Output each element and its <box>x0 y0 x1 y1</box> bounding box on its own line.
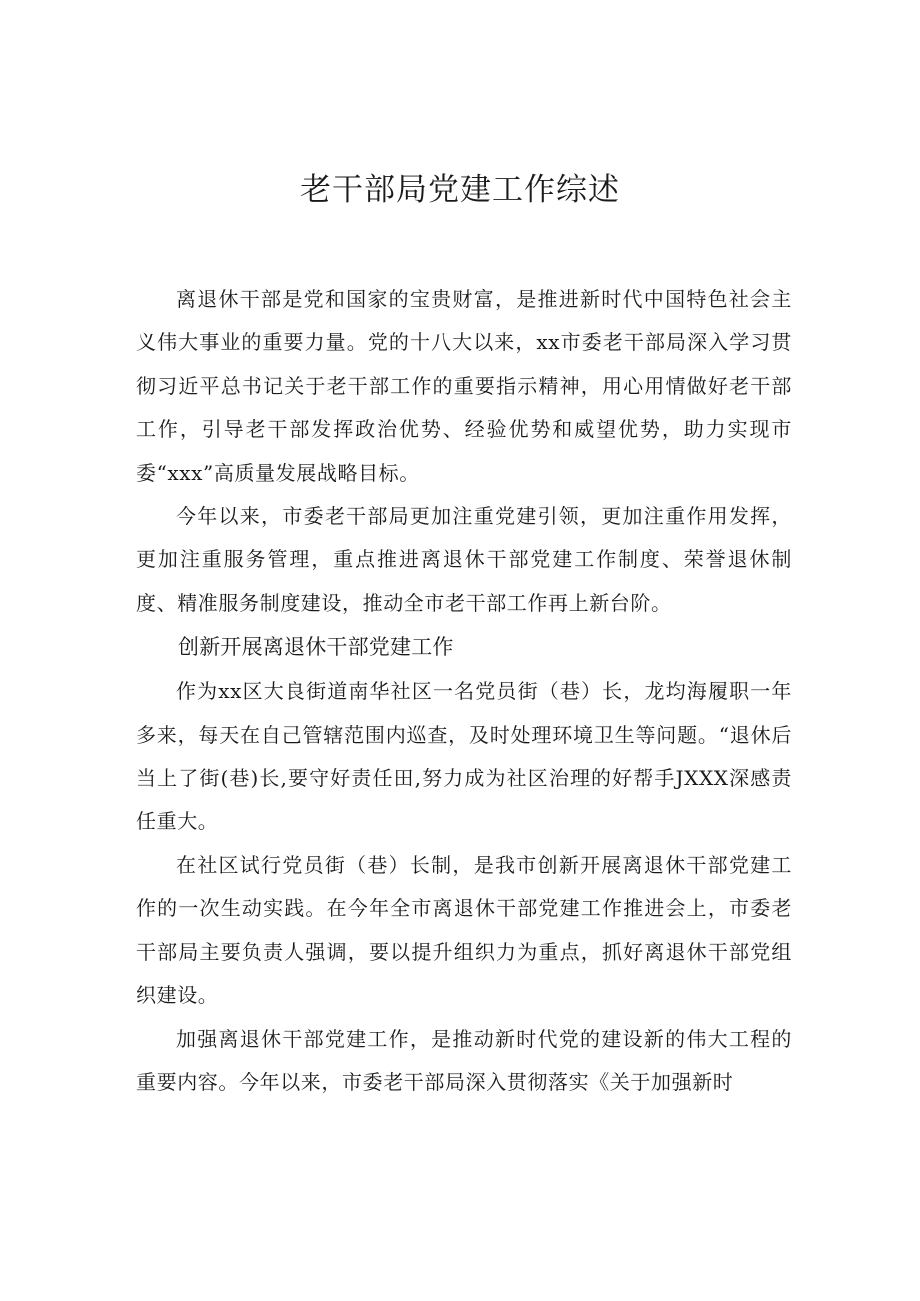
paragraph-this-year: 今年以来，市委老干部局更加注重党建引领，更加注重作用发挥，更加注重服务管理，重点推进离退休干部党建工作制度、荣誉退休制度、精准服务制度建设，推动全市老干部工作再上新台阶。 <box>136 504 792 615</box>
paragraph-street-leader: 作为xx区大良街道南华社区一名党员街（巷）长，龙均海履职一年多来，每天在自己管辖范围内巡查，及时处理环境卫生等问题。“退休后当上了街(巷)长,要守好责任田,努力成为社区治理的好帮手JXXX深感责任重大。 <box>136 679 792 834</box>
document-title: 老干部局党建工作综述 <box>300 172 620 208</box>
document-body <box>136 278 792 1104</box>
paragraph-intro: 离退休干部是党和国家的宝贵财富，是推进新时代中国特色社会主义伟大事业的重要力量。党的十八大以来，xx市委老干部局深入学习贯彻习近平总书记关于老干部工作的重要指示精神，用心用情做好老干部工作，引导老干部发挥政治优势、经验优势和威望优势，助力实现市委“xxx”高质量发展战略目标。 <box>136 287 792 485</box>
paragraph-community-practice: 在社区试行党员街（巷）长制，是我市创新开展离退休干部党建工作的一次生动实践。在今年全市离退休干部党建工作推进会上，市委老干部局主要负责人强调，要以提升组织力为重点，抓好离退休干部党组织建设。 <box>136 852 792 1008</box>
section-heading: 创新开展离退休干部党建工作 <box>178 635 454 660</box>
paragraph-party-building: 加强离退休干部党建工作，是推动新时代党的建设新的伟大工程的重要内容。今年以来，市委老干部局深入贯彻落实《关于加强新时 <box>136 1026 792 1094</box>
